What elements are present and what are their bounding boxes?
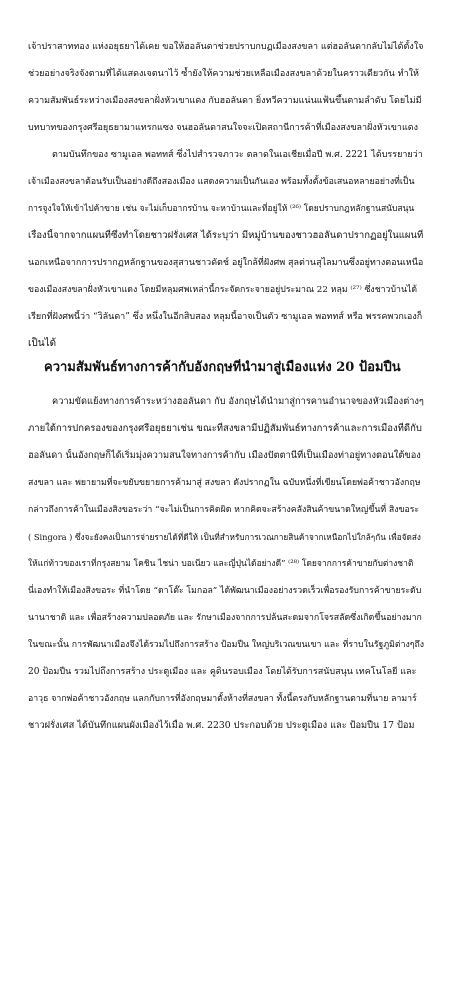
text-line: ของเมืองสงขลาฝั่งหัวเขาแดง โดยมีหลุมศพเหล่านี้กระจัดกระจายอยู่ประมาณ 22 หลุม ⁽²⁷⁾ ซึ่งชาวบ้านได้ (28, 285, 418, 295)
text-line: บทบาทของกรุงศรีอยุธยามาแทรกแซง จนฮอลันดาสนใจจะเปิดสถานีการค้าที่เมืองสงขลาฝั่งหัวเขาแดง (28, 123, 419, 133)
text-line: นานาชาติ และ เพื่อสร้างความปลอดภัย และ รักษาเมืองจากการปล้นสะดมจากโจรสลัดซึ่งเกิดขึ้นอย่างมาก (28, 613, 422, 623)
text-line: ( Singora ) ซึ่งจะยังคงเป็นการจ่ายรายได้ที่ดีให้ เป็นที่สำหรับการเวณกายสินค้าจากเหนือกไปใกล้ๆกัน เพื่อจัดส่ง (28, 532, 421, 542)
text-line: เจ้าปราสาททอง แห่งอยุธยาได้เคย ขอให้ฮอลันดาช่วยปราบกบฏเมืองสงขลา แต่ฮอลันดากลับไม่ได้ตั้งใจ (28, 42, 424, 52)
text-line: ความสัมพันธ์ระหว่างเมืองสงขลาฝั่งหัวเขาแดง กับฮอลันดา ยิ่งทวีความแน่นแฟ้นขึ้นตามลำดับ โดยไม่มี (28, 96, 422, 106)
text-line: เรียกที่ฝังศพนี้ว่า “วิลันดา” ซึ่ง หนึ่งในอีกสิบสอง หลุมนี้อาจเป็นตัว ซามูเอล พอททส์ หรือ พรรคพวกเองก็ (28, 312, 423, 322)
text-line: อาวุธ จากพ่อค้าชาวอังกฤษ แลกกับการที่อังกฤษมาตั้งห้างที่สงขลา ทั้งนี้ตรงกับหลักฐานตามที่นาย ลามาร์ (28, 694, 417, 704)
text-line: ช่วยอย่างจริงจังตามที่ได้แสดงเจตนาไว้ ซ้ำยังให้ความช่วยเหลือเมืองสงขลาด้วยในคราวเดียวกัน ทำให้ (28, 69, 419, 79)
text-line: ตามบันทึกของ ซามูเอล พอททส์ ซึ่งไปสำรวจภาวะ ตลาดในเอเชียเมื่อปี พ.ศ. 2221 ได้บรรยายว่า (52, 150, 423, 160)
text-line: นอกเหนือจากการปรากฏหลักฐานของสุสานชาวดัตช์ อยู่ใกล้ที่ฝังศพ สุลต่านสุไลมานซึ่งอยู่ทางตอนเหนือ (28, 258, 424, 268)
text-line: เรื่องนี้จากจากแผนที่ซึ่งทำโดยชาวฝรั่งเศส ได้ระบุว่า มีหมู่บ้านของชาวฮอลันดาปรากฏอยู่ในแผนที่ (28, 230, 424, 241)
text-line: 20 ป้อมปืน รวมไปถึงการสร้าง ประตูเมือง และ คูดินรอบเมือง โดยได้รับการสนับสนุน เทคโนโลยี และ (28, 667, 417, 677)
text-line: กล่าวถึงการค้าในเมืองสิงขอระว่า “จะไม่เป็นการคิดผิด หากคิดจะสร้างคลังสินค้าขนาดใหญ่ขึ้นที่ สิงขอระ (28, 505, 420, 515)
text-line: ชาวฝรั่งเศส ได้บันทึกแผนผังเมืองไว้เมื่อ พ.ศ. 2230 ประกอบด้วย ประตูเมือง และ ป้อมปืน 17 ป้อม (28, 720, 415, 731)
text-line: ในขณะนั้น การพัฒนาเมืองจึงได้รวมไปถึงการสร้าง ป้อมปืน ใหญ่บริเวณขนเขา และ ที่ราบในรัฐภูมิต่างๆถึง (28, 640, 424, 650)
text-line: นี่เองทำให้เมืองสิงขอระ ที่นำโดย “ดาโต๊ะ โมกอล” ได้พัฒนาเมืองอย่างรวดเร็วเพื่อรองรับการค้าขายระดับ (28, 586, 422, 596)
text-line: ฮอลันดา นั้นอังกฤษก็ได้เริ่มมุ่งความสนใจทางการค้ากับ เมืองปัตตานีที่เป็นเมืองท่าอยู่ทางตอนใต้ของ (28, 450, 421, 461)
text-line: เจ้าเมืองสงขลาต้อนรับเป็นอย่างดีถึงสองเมือง แสดงความเป็นกันเอง พร้อมทั้งตั้งข้อเสนอหลายอย่างที่เป็น (28, 177, 415, 187)
section-heading: ความสัมพันธ์ทางการค้ากับอังกฤษที่นำมาสู่เมืองแห่ง 20 ป้อมปืน (44, 360, 401, 375)
text-line: ความขัดแย้งทางการค้าระหว่างฮอลันดา กับ อังกฤษได้นำมาสู่การคานอำนาจของหัวเมืองต่างๆ (52, 396, 424, 407)
text-line: สงขลา และ พยายามที่จะขยับขยายการค้ามาสู่ สงขลา ดังปรากฏใน ฉบับหนึ่งที่เขียนโดยพ่อค้าชาวอังกฤษ (28, 478, 421, 488)
text-line: การจูงใจให้เข้าไปค้าขาย เช่น จะไม่เก็บอากรบ้าน จะหาบ้านและที่อยู่ให้ ⁽²⁶⁾ โดยปราบกฎหลักฐานสนับสนุน (28, 204, 415, 214)
text-line: ภายใต้การปกครองของกรุงศรีอยุธยาเช่น ขณะที่สงขลามีปฏิสัมพันธ์ทางการค้าและการเมืองที่ดีกับ (28, 423, 422, 434)
text-line: เป็นได้ (28, 338, 57, 349)
text-line: ให้แก่ท้าวของเราที่กรุงสยาม โคชิน ไชน่า บอเนียว และญี่ปุ่นได้อย่างดี” ⁽²⁸⁾ โดยจากการค้าขายกับต่างชาติ (28, 559, 414, 569)
